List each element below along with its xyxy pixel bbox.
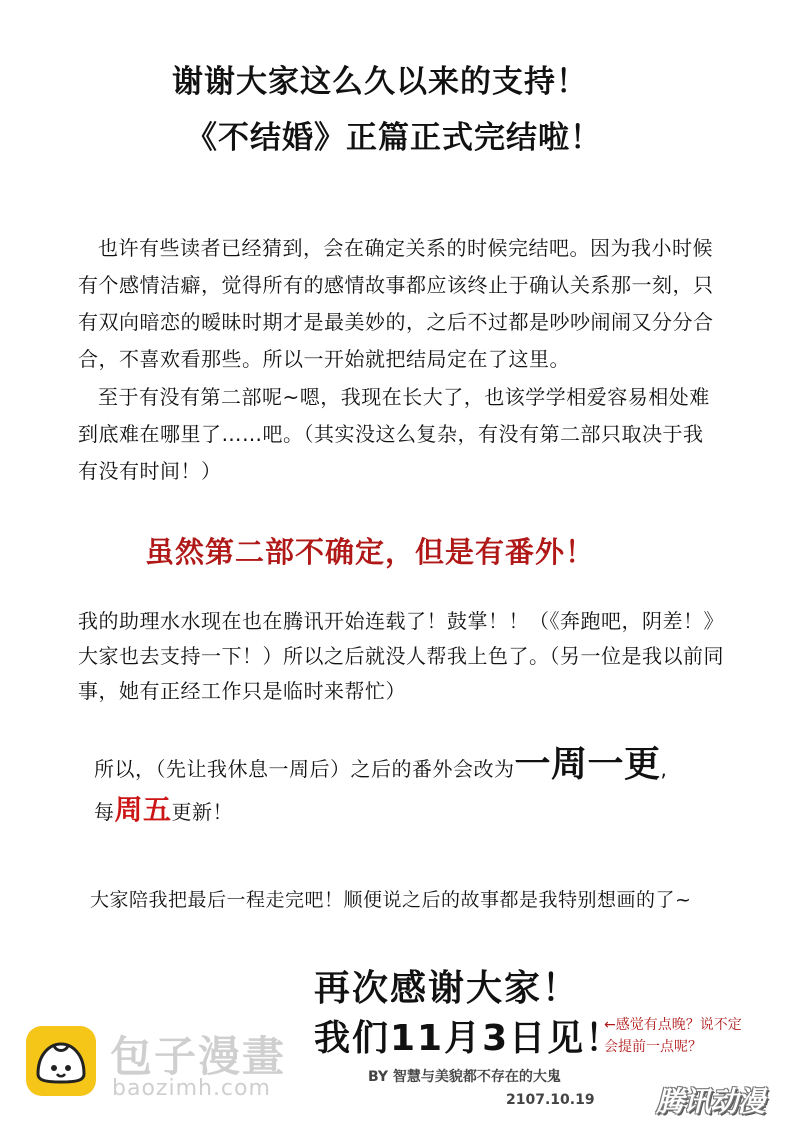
schedule-comma: , [660,757,668,781]
paragraph-1 [78,230,714,378]
schedule-update: 更新！ [171,800,234,824]
paragraph-2-line: 有没有时间！） [78,459,222,483]
paragraph-1-line: 也许有些读者已经猜到，会在确定关系的时候完结吧。因为我小时候 [98,236,713,260]
schedule-line-1 [94,743,667,791]
signature-date: 2107.10.19 [506,1092,595,1108]
bun-logo-icon [24,1024,98,1098]
schedule-prefix: 所以，（先让我休息一周后）之后的番外会改为 [94,757,515,781]
schedule-line-2 [94,790,233,832]
title-line-1: 谢谢大家这么久以来的支持！ [172,64,588,100]
assistant-line: 事，她有正经工作只是临时来帮忙） [78,679,406,703]
signature-author: BY 智慧与美貌都不存在的大鬼 [368,1069,561,1085]
assistant-line: 我的助理水水现在也在腾讯开始连载了！鼓掌！！（《奔跑吧，阴差！》 [78,609,724,633]
extras-announcement: 虽然第二部不确定，但是有番外！ [145,535,596,569]
accompany-line: 大家陪我把最后一程走完吧！顺便说之后的故事都是我特别想画的了~ [90,889,692,911]
paragraph-1-line: 有个感情洁癖，觉得所有的感情故事都应该终止于确认关系那一刻，只 [78,273,714,297]
schedule-day: 周五 [114,793,172,826]
title-line-2: 《不结婚》正篇正式完结啦！ [186,120,602,156]
thanks-line-2: 我们11月3日见！ [314,1018,624,1059]
side-note [604,1014,742,1058]
side-note-line: ←感觉有点晚？说不定 [604,1017,742,1033]
logo-url: baozimh.com [112,1076,271,1101]
paragraph-1-line: 有双向暗恋的暧昧时期才是最美妙的，之后不过都是吵吵闹闹又分分合 [78,310,714,334]
paragraph-1-line: 合，不喜欢看那些。所以一开始就把结局定在了这里。 [78,347,570,371]
thanks-line-1: 再次感谢大家！ [314,968,581,1009]
paragraph-2-line: 至于有没有第二部呢~嗯，我现在长大了，也该学学相爱容易相处难 [98,385,710,409]
logo-name: 包子漫畫 [110,1032,287,1081]
assistant-paragraph [78,604,724,709]
assistant-line: 大家也去支持一下！）所以之后就没人帮我上色了。（另一位是我以前同 [78,644,724,668]
schedule-every: 每 [94,800,115,824]
schedule-frequency: 一周一更 [514,744,661,785]
paragraph-2-line: 到底难在哪里了……吧。（其实没这么复杂，有没有第二部只取决于我 [78,422,704,446]
paragraph-2 [78,379,710,490]
side-note-line: 会提前一点呢？ [604,1039,702,1055]
watermark: 腾讯动漫 [656,1085,765,1118]
